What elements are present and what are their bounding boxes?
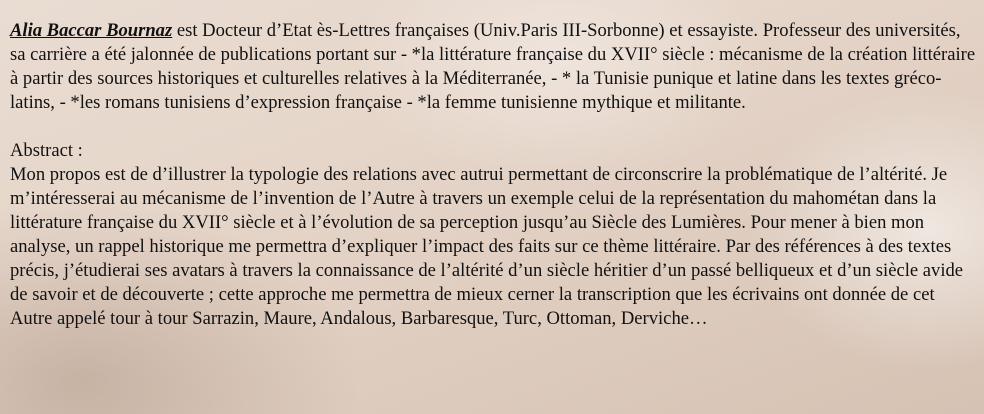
paragraph-spacer [10,115,976,139]
author-bio-text: est Docteur d’Etat ès-Lettres françaises (Univ.Paris III-Sorbonne) et essayiste. Professeur des universités, sa carrière a été jalonnée de publications portant sur - *la littérature française du XVII° siècle : mécanisme de la création littéraire à partir des sources historiques et culturelles relatives à la Méditerranée, - * la Tunisie punique et latine dans les textes gréco-latins, - *les romans tunisiens d’expression française - *la femme tunisienne mythique et militante. [10,20,976,113]
author-name: Alia Baccar Bournaz [10,20,173,41]
document-body [10,19,976,331]
abstract-text: Mon propos est de d’illustrer la typologie des relations avec autrui permettant de circonscrire la problématique de l’altérité. Je m’intéresserai au mécanisme de l’invention de l’Autre à travers un exemple celui de la représentation du mahométan dans la littérature française du XVII° siècle et à l’évolution de sa perception jusqu’au Siècle des Lumières. Pour mener à bien mon analyse, un rappel historique me permettra d’expliquer l’impact des faits sur ce thème littéraire. Par des références à des textes précis, j’étudierai ses avatars à travers la connaissance de l’altérité d’un siècle héritier d’un passé belliqueux et d’un siècle avide de savoir et de découverte ; cette approche me permettra de mieux cerner la transcription que les écrivains ont donnée de cet Autre appelé tour à tour Sarrazin, Maure, Andalous, Barbaresque, Turc, Ottoman, Derviche… [10,164,964,329]
abstract-heading: Abstract : [10,140,83,161]
author-bio [10,19,976,115]
